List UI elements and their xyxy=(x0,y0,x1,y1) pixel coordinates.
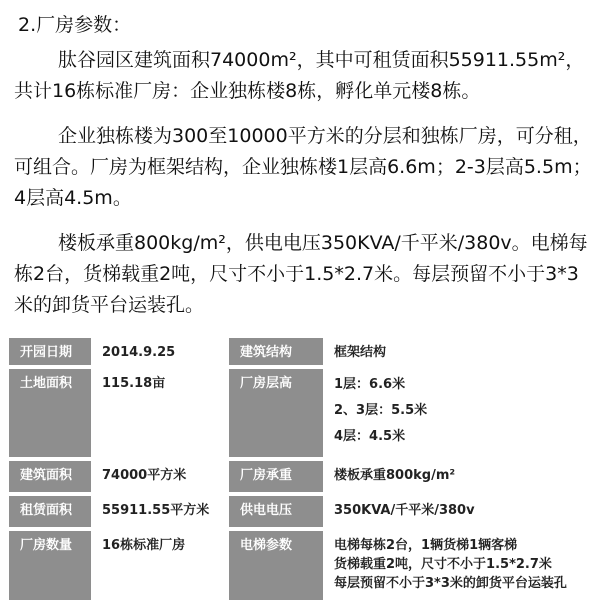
table-row xyxy=(9,496,597,527)
row-value: 16栋标准厂房 xyxy=(102,538,186,553)
value-line: 框架结构 xyxy=(334,345,387,360)
value-line: 350KVA/千平米/380v xyxy=(334,503,475,518)
row-label: 厂房数量 xyxy=(9,531,91,600)
row-label: 厂房承重 xyxy=(229,461,323,492)
row-value xyxy=(323,531,597,600)
paragraph-capacity xyxy=(14,228,592,321)
table-row xyxy=(9,338,597,365)
paragraph-structure-text: 企业独栋楼为300至10000平方米的分层和独栋厂房，可分租，可组合。厂房为框架结构，企业独栋楼1层高6.6m；2-3层高5.5m；4层高4.5m。 xyxy=(14,125,592,209)
row-label: 供电电压 xyxy=(229,496,323,527)
row-label: 建筑面积 xyxy=(9,461,91,492)
value-line: 货梯载重2吨，尺寸不小于1.5*2.7米 xyxy=(334,557,552,572)
value-line: 4层：4.5米 xyxy=(334,429,406,444)
row-label: 土地面积 xyxy=(9,369,91,457)
value-line: 2、3层：5.5米 xyxy=(334,403,428,418)
spec-table xyxy=(9,338,597,600)
row-label: 建筑结构 xyxy=(229,338,323,365)
row-label: 开园日期 xyxy=(9,338,91,365)
row-value xyxy=(323,338,597,365)
value-line: 楼板承重800kg/m² xyxy=(334,468,456,483)
paragraph-structure xyxy=(14,121,592,214)
row-value: 74000平方米 xyxy=(102,468,187,483)
row-value xyxy=(323,369,597,457)
row-value xyxy=(323,461,597,492)
table-row xyxy=(9,369,597,457)
value-line: 电梯每栋2台，1辆货梯1辆客梯 xyxy=(334,538,518,553)
row-value xyxy=(323,496,597,527)
row-label: 租赁面积 xyxy=(9,496,91,527)
paragraph-area xyxy=(14,45,592,107)
row-label: 厂房层高 xyxy=(229,369,323,457)
row-value: 55911.55平方米 xyxy=(102,503,210,518)
section-heading: 2.厂房参数： xyxy=(18,14,132,36)
value-line: 每层预留不小于3*3米的卸货平台运装孔 xyxy=(334,576,567,591)
row-value: 115.18亩 xyxy=(102,376,166,391)
row-value: 2014.9.25 xyxy=(102,345,176,360)
row-label: 电梯参数 xyxy=(229,531,323,600)
table-row xyxy=(9,461,597,492)
paragraph-capacity-text: 楼板承重800kg/m²，供电电压350KVA/千平米/380v。电梯每栋2台，货梯载重2吨，尺寸不小于1.5*2.7米。每层预留不小于3*3米的卸货平台运装孔。 xyxy=(14,232,588,316)
table-row xyxy=(9,531,597,600)
value-line: 1层：6.6米 xyxy=(334,377,406,392)
paragraph-area-text: 肽谷园区建筑面积74000m²，其中可租赁面积55911.55m²，共计16栋标准厂房：企业独栋楼8栋，孵化单元楼8栋。 xyxy=(14,49,585,102)
